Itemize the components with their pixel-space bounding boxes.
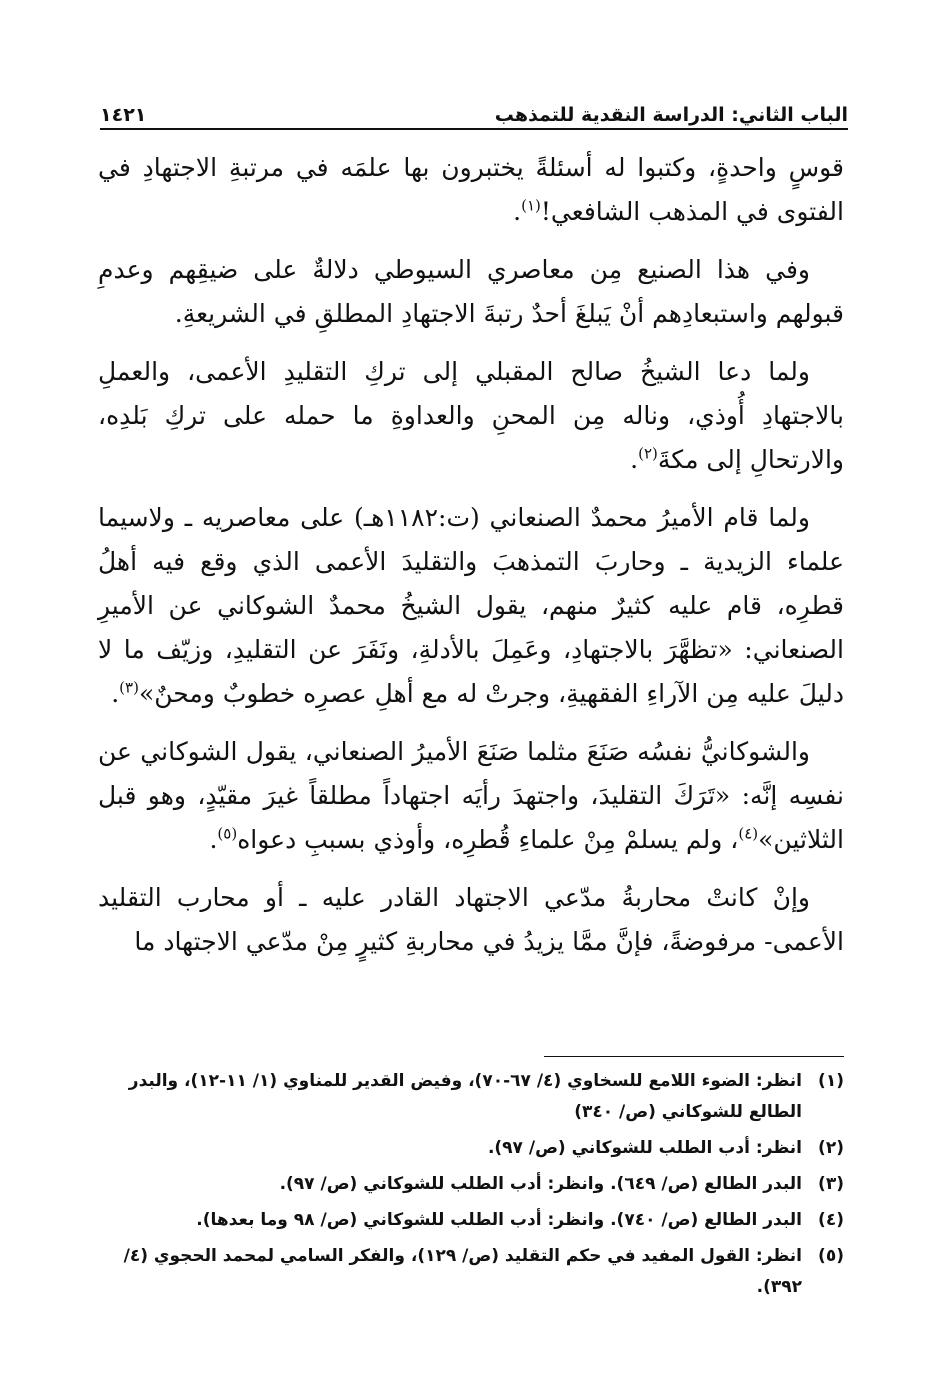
footnote-text: انظر: الضوء اللامع للسخاوي (٤/ ٦٧-٧٠)، وفيض القدير للمناوي (١/ ١١-١٢)، والبدر الطالع للشوكاني (ص/ ٣٤٠) [128,1071,802,1122]
paragraph: والشوكانيُّ نفسُه صَنَعَ مثلما صَنَعَ الأميرُ الصنعاني، يقول الشوكاني عن نفسِه إنَّه: «تَرَكَ التقليدَ، واجتهدَ رأيَه اجتهاداً مطلقاً غيرَ مقيّدٍ، وهو قبل الثلاثين»$^{(٤)}$، ولم يسلمْ مِنْ علماءِ قُطرِه، وأوذي بسببِ دعواه$^{(٥)}$. [98,737,844,854]
footnote-text: انظر: القول المفيد في حكم التقليد (ص/ ١٢٩)، والفكر السامي لمحمد الحجوي (٤/ ٣٩٢). [123,1246,802,1297]
footnote-number: (١) [818,1071,844,1091]
paragraph: وفي هذا الصنيع مِن معاصري السيوطي دلالةٌ على ضيقِهم وعدمِ قبولهم واستبعادِهم أنْ يَبلغَ أحدٌ رتبةَ الاجتهادِ المطلقِ في الشريعةِ. [98,255,844,328]
footnote-ref: (١) [521,196,541,215]
paragraph: قوسٍ واحدةٍ، وكتبوا له أسئلةً يختبرون بها علمَه في مرتبةِ الاجتهادِ في الفتوى في المذهب الشافعي!$^{(١)}$. [98,153,844,226]
footnote [98,1169,844,1200]
footnote-ref: (٥) [217,824,238,843]
footnote-number: (٣) [818,1174,844,1194]
footnote-ref: (٣) [119,678,139,697]
chapter-title: الباب الثاني: الدراسة النقدية للتمذهب [494,104,848,126]
footnote-number: (٢) [818,1138,844,1158]
page-number: ١٤٢١ [100,104,147,126]
footnote-ref: (٢) [638,444,658,463]
header-divider [100,128,848,130]
running-header [100,92,848,126]
footnote-number: (٥) [818,1246,844,1266]
footnote [98,1205,844,1236]
footnote-number: (٤) [818,1210,844,1230]
paragraph: ولما قام الأميرُ محمدٌ الصنعاني (ت:١١٨٢هـ) على معاصريه ـ ولاسيما علماء الزيدية ـ وحاربَ التمذهبَ والتقليدَ الأعمى الذي وقع فيه أهلُ قطرِه، قام عليه كثيرٌ منهم، يقول الشيخُ محمدٌ الشوكاني عن الأميرِ الصنعاني: «تظهَّرَ بالاجتهادِ، وعَمِلَ بالأدلةِ، ونَفَرَ عن التقليدِ، وزيّف ما لا دليلَ عليه مِن الآراءِ الفقهيةِ، وجرتْ له مع أهلِ عصرِه خطوبٌ ومحنٌ»$^{(٣)}$. [98,503,844,708]
footnote [98,1066,844,1128]
footnote-ref: (٤) [738,824,759,843]
footnote-divider [544,1056,844,1057]
footnote-text: انظر: أدب الطلب للشوكاني (ص/ ٩٧). [487,1138,802,1158]
footnote-text: البدر الطالع (ص/ ٧٤٠). وانظر: أدب الطلب للشوكاني (ص/ ٩٨ وما بعدها). [196,1210,802,1230]
paragraph: ولما دعا الشيخُ صالح المقبلي إلى تركِ التقليدِ الأعمى، والعملِ بالاجتهادِ أُوذي، وناله مِن المحنِ والعداوةِ ما حمله على تركِ بَلدِه، والارتحالِ إلى مكةَ$^{(٢)}$. [98,357,844,474]
footnote [98,1133,844,1164]
footnote [98,1241,844,1303]
footnotes [98,1066,844,1308]
paragraph: وإنْ كانتْ محاربةُ مدّعي الاجتهاد القادر عليه ـ أو محارب التقليد الأعمى- مرفوضةً، فإنَّ ممَّا يزيدُ في محاربةِ كثيرٍ مِنْ مدّعي الاجتهاد ما [98,883,844,956]
main-text [98,146,844,978]
footnote-text: البدر الطالع (ص/ ٦٤٩). وانظر: أدب الطلب للشوكاني (ص/ ٩٧). [279,1174,802,1194]
